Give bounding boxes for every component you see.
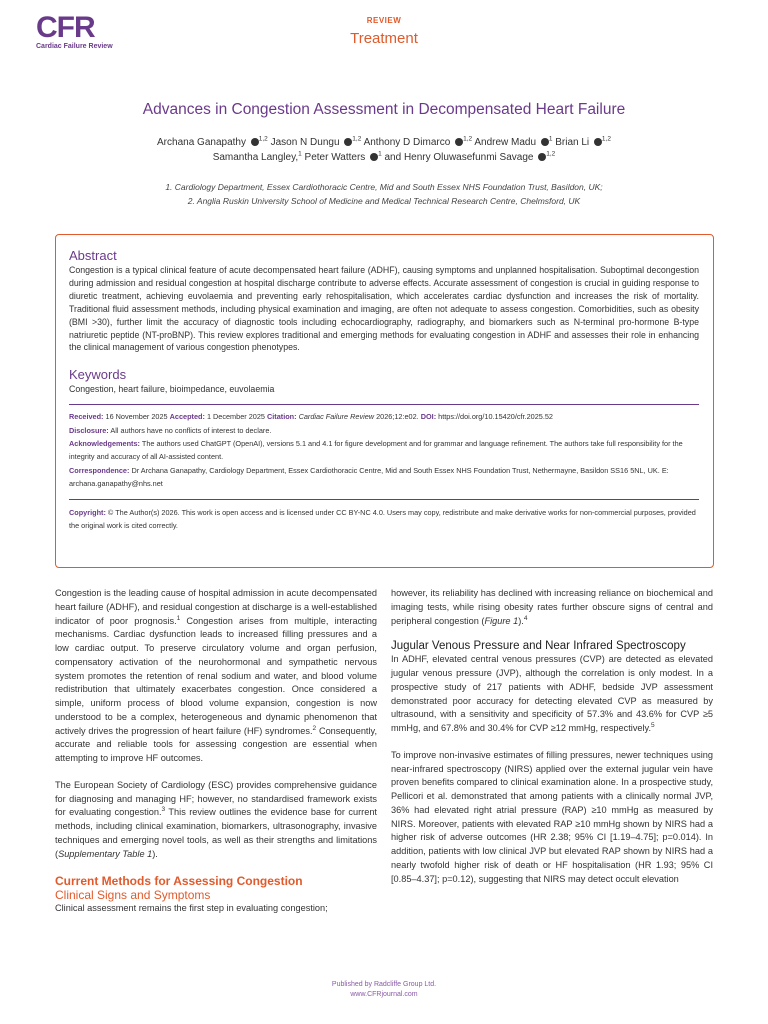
author-name: Samantha Langley, [212, 152, 299, 163]
author-affil: 1,2 [352, 135, 362, 143]
author-affil: 1,2 [463, 135, 473, 143]
abstract-box [55, 234, 714, 568]
reference-link[interactable]: 3 [161, 806, 166, 814]
orcid-icon[interactable] [251, 138, 259, 146]
article-title: Advances in Congestion Assessment in Decompensated Heart Failure [142, 101, 626, 118]
author-list [84, 135, 684, 165]
acknowledgements-line: Acknowledgements: The authors used ChatGPT (OpenAI), versions 5.1 and 4.1 for figure development and for grammar and language refinement. The authors take full responsibility for the integrity and accuracy of all AI-assisted content. [69, 439, 683, 462]
author-name: Andrew Madu [474, 137, 537, 148]
divider [69, 499, 699, 500]
article-meta [69, 410, 699, 490]
disclosure-line: Disclosure: All authors have no conflicts of interest to declare. [69, 425, 272, 435]
body-column-left [55, 587, 377, 916]
reference-link[interactable]: 2 [312, 724, 317, 732]
section-heading: Current Methods for Assessing Congestion [55, 874, 303, 889]
correspondence-line: Correspondence: Dr Archana Ganapathy, Cardiology Department, Essex Cardiothoracic Centre, Mid and South Essex NHS Foundation Trust, Nethermayne, Basildon SS16 5NL, UK. E: archana.ganapathy@nhs.net [69, 465, 669, 489]
divider [69, 404, 699, 405]
paragraph: In ADHF, elevated central venous pressures (CVP) are detected as elevated jugular venous pressure (JVP), although the correlation is only modest. In a prospective study of 217 patients with ADHF, bedside JVP assessment demonstrated poor accuracy for detecting elevated CVP as measured by ultrasound, with a sensitivity and specificity of 57.3% and 43.6% for CVP ≥5 mmHg, and 67.8% and 30.4% for CVP ≥12 mmHg, respectively.$^5$ [391, 654, 713, 733]
paragraph: The European Society of Cardiology (ESC) provides comprehensive guidance for diagnosing and managing HF; however, no standardised framework exists for evaluating congestion.$^3$ This review outlines the evidence base for current methods, including clinical examination, biomarkers, ultrasonography, invasive techniques and emerging novel tools, as well as their strengths and limitations (Supplementary Table 1). [55, 779, 377, 859]
author-affil: 1 [298, 150, 302, 158]
paragraph: Clinical assessment remains the first step in evaluating congestion; [55, 903, 328, 914]
section-title: Treatment [350, 30, 418, 47]
abstract-heading: Abstract [69, 248, 117, 263]
author-name: Brian Li [555, 137, 590, 148]
publisher-line: Published by Radcliffe Group Ltd. [331, 981, 437, 988]
author-affil: 1 [548, 135, 553, 143]
author-name: and Henry Oluwasefunmi Savage [384, 152, 534, 163]
affiliations [84, 180, 684, 208]
author-affil: 1 [378, 150, 382, 158]
section-label: REVIEW [366, 16, 402, 25]
author-name: Anthony D Dimarco [363, 137, 451, 148]
supplementary-link[interactable]: Supplementary Table 1 [58, 848, 153, 859]
orcid-icon[interactable] [541, 138, 549, 146]
affiliation-2: 2. Anglia Ruskin University School of Medicine and Medical Technical Research Centre, Chelmsford, UK [187, 196, 581, 206]
body-column-right [391, 587, 713, 886]
paragraph: To improve non-invasive estimates of filling pressures, newer techniques using near-infrared spectroscopy (NIRS) applied over the external jugular vein have proven benefits compared to clinical examination alone. In a prospective study, Pellicori et al. demonstrated that among patients with a clinically normal JVP, 36% had elevated right atrial pressure (RAP) ≥10 mmHg as measured by NIRS. Moreover, patients with elevated RAP ≥10 mmHg shown by NIRS had a higher risk of adverse outcomes (HR 2.38; 95% CI [1.19–4.75]; p=0.014). In addition, patients with low clinical JVP but elevated RAP shown by NIRS had a nearly twofold higher risk of death or HF hospitalisation (HR 1.93; 95% CI [0.85–4.37]; p=0.12), suggesting that NIRS may detect occult elevation [391, 749, 713, 884]
author-name: Jason N Dungu [270, 137, 340, 148]
paragraph: however, its reliability has declined with increasing reliance on biochemical and imaging tests, while rising obesity rates further obscure signs of central and peripheral congestion (Figure 1).$^4$ [391, 588, 713, 626]
paragraph: Congestion is the leading cause of hospital admission in acute decompensated heart failure (ADHF), and residual congestion at discharge is a well-established indicator of poor prognosis.$^1$ Congestion arises from multiple, interacting mechanisms. Cardiac dysfunction leads to increased filling pressures and a low cardiac output. To preserve circulatory volume and organ perfusion, compensatory activation of the neurohormonal and sympathetic nervous system promotes the retention of renal sodium and water, and blood volume redistribution that ultimately exacerbates congestion. Once considered a simple, uniform process of blood volume expansion, congestion is now understood to be a complex, heterogeneous and dynamic phenomenon that actively drives the progression of heart failure (HF) syndromes.$^2$ Consequently, accurate and reliable tools for assessing congestion are essential when attempting to improve HF outcomes. [55, 588, 377, 763]
journal-name: Cardiac Failure Review [36, 43, 113, 50]
dates-line: Received: 16 November 2025 Accepted: 1 December 2025 Citation: Cardiac Failure Review 2026;12:e02. DOI: https://doi.org/10.15420/cfr.2025.52 [69, 412, 553, 422]
reference-link[interactable]: 4 [523, 614, 528, 622]
keywords-heading: Keywords [69, 367, 127, 383]
subsection-heading: Clinical Signs and Symptoms [55, 888, 211, 903]
subsection-heading: Jugular Venous Pressure and Near Infrared Spectroscopy [391, 640, 686, 653]
reference-link[interactable]: 5 [651, 721, 655, 729]
affiliation-1: 1. Cardiology Department, Essex Cardiothoracic Centre, Mid and South Essex NHS Foundation Trust, Basildon, UK; [165, 182, 603, 192]
reference-link[interactable]: 1 [176, 614, 181, 622]
page-footer [0, 980, 768, 1000]
orcid-icon[interactable] [455, 138, 463, 146]
author-name: Archana Ganapathy [157, 137, 246, 148]
figure-link[interactable]: Figure 1 [484, 615, 519, 626]
author-affil: 1,2 [258, 135, 268, 143]
keywords-text: Congestion, heart failure, bioimpedance, euvolaemia [69, 384, 275, 395]
copyright-line: Copyright: © The Author(s) 2026. This work is open access and is licensed under CC BY-NC 4.0. Users may copy, redistribute and make derivative works for non-commercial purposes, provided the original work is cited correctly. [69, 507, 696, 531]
logo-mark: CFR [36, 11, 95, 44]
author-affil: 1,2 [546, 150, 556, 158]
orcid-icon[interactable] [594, 138, 602, 146]
doi-link[interactable]: https://doi.org/10.15420/cfr.2025.52 [438, 412, 553, 422]
abstract-text: Congestion is a typical clinical feature of acute decompensated heart failure (ADHF), causing symptoms and unplanned hospitalisation. Suboptimal decongestion during admission and residual congestion at hospital discharge contribute to adverse effects. Accurate assessment of congestion is crucial in guiding response to diuretic treatment, achieving euvolaemia and preventing early rehospitalisation, which accelerates cardiac dysfunction and increases the risk of mortality. Traditional fluid assessment methods, including physical examination and imaging, are often not adequate to assess congestion. Comorbidities, such as obesity (BMI >30), further limit the accuracy of diagnostic tools including echocardiography, radiography, and biomarkers such as N-terminal pro-hormone B-type natriuretic peptide (NT-proBNP). This review explores traditional and emerging methods for evaluating congestion in ADHF and assesses their role in enhancing the clinical management of various congestion phenotypes. [69, 265, 699, 353]
author-affil: 1,2 [601, 135, 611, 143]
orcid-icon[interactable] [370, 153, 378, 161]
journal-url[interactable]: www.CFRjournal.com [350, 991, 418, 998]
author-name: Peter Watters [304, 152, 366, 163]
